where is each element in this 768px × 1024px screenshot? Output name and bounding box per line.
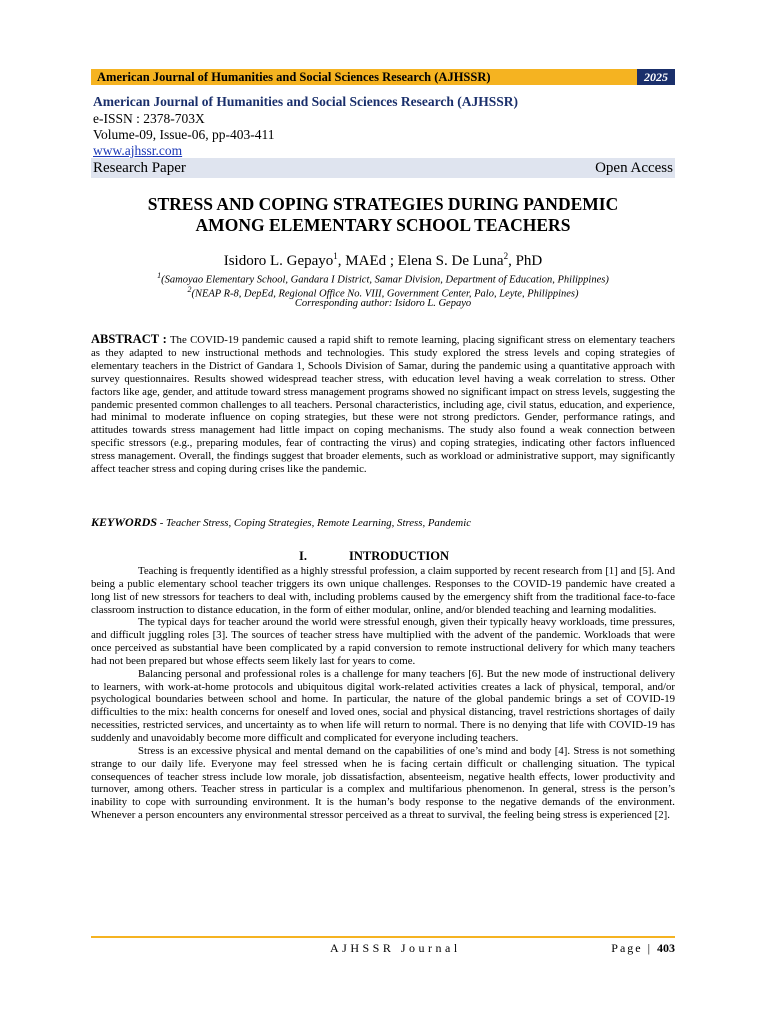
keywords-label: KEYWORDS <box>91 515 158 529</box>
paragraph: Balancing personal and professional roles is a challenge for many teachers [6]. But the new mode of instructional delivery to learners, with work-at-home protocols and ubiquitous digital work-related activities creates a lack of physical, temporal, and/or psychological boundaries between school and home. In particular, the nature of the global pandemic brings a set of COVID-19 difficulties to the mix: health concerns for oneself and loved ones, social and physical distancing, travel restrictions shortages of daily necessities, restricted services, and uncertainty as to when life will return to normal. There is no denying that life with COVID-19 has suddenly and unavoidably become more difficult and complicated for everyone including teachers. <box>91 667 675 744</box>
paragraph: Stress is an excessive physical and mental demand on the capabilities of one’s mind and body [4]. Stress is not something strange to our daily life. Everyone may feel stressed when he is facing certain difficult or challenging situation. The typical consequences of teacher stress include low morale, job dissatisfaction, absenteeism, negative health effects, lower productivity and turnover, among others. Teacher stress in particular is a complex and multifarious phenomenon. In general, stress is the person’s inability to cope with surrounding environment. It is the human’s body response to the negative demands of the environment. Whenever a person encounters any environmental stressor perceived as a threat to survival, the feeling being stress is experienced [2]. <box>91 744 675 822</box>
footer-page-label: Page | <box>611 941 652 955</box>
abstract <box>91 333 675 476</box>
affiliation-2-sup: 2 <box>187 285 192 294</box>
footer-divider <box>91 936 675 938</box>
author-2-sup: 2 <box>503 251 509 261</box>
section-number: I. <box>299 549 307 563</box>
author-1: Isidoro L. Gepayo <box>223 253 334 269</box>
affiliation-2-text: (NEAP R-8, DepEd, Regional Office No. VIII, Government Center, Palo, Leyte, Philippines) <box>191 288 579 300</box>
author-separator: , MAEd ; <box>337 253 398 269</box>
affiliation-1-text: (Samoyao Elementary School, Gandara I District, Samar Division, Department of Education, Philippines) <box>161 274 609 286</box>
header-band-title: American Journal of Humanities and Social Sciences Research (AJHSSR) <box>97 70 491 84</box>
open-access-label: Open Access <box>595 160 673 176</box>
author-line <box>91 247 675 270</box>
paper-title-line-1: STRESS AND COPING STRATEGIES DURING PANDEMIC <box>147 194 619 214</box>
body-text <box>91 565 675 822</box>
paper-type-label: Research Paper <box>93 160 186 176</box>
paper-title <box>91 194 675 236</box>
footer-page-number: 403 <box>657 941 675 955</box>
affiliation-1-sup: 1 <box>157 271 162 280</box>
paragraph: The typical days for teacher around the world were stressful enough, given their typically heavy workloads, time pressures, and difficult juggling roles [3]. The sources of teacher stress have multiplied with the advent of the pandemic. Workloads that were once perceived as substantial have been complicated by a rapid conversion to remote instructional delivery for which many teachers had not been prepared but whose effects seem likely last for years to come. <box>91 616 675 667</box>
journal-issn: e-ISSN : 2378-703X <box>93 111 205 126</box>
journal-name: American Journal of Humanities and Social Sciences Research (AJHSSR) <box>93 94 518 109</box>
section-title: INTRODUCTION <box>349 549 450 563</box>
footer-page <box>611 941 675 955</box>
abstract-label: ABSTRACT : <box>91 332 167 346</box>
header-band-year: 2025 <box>637 69 675 85</box>
paper-title-line-2: AMONG ELEMENTARY SCHOOL TEACHERS <box>195 215 571 235</box>
paper-type-bar <box>91 158 675 178</box>
paragraph: Teaching is frequently identified as a highly stressful profession, a claim supported by recent research from [1] and [5]. And being a public elementary school teacher triggers its own unique challenges. Responses to the COVID-19 pandemic have created a long list of new stressors for teachers to deal with, including problems caused by the emergency shift from the traditional face-to-face classroom instruction to distance education, in the form of either modular, online, and/or blended teaching and learning modalities. <box>91 565 675 616</box>
corresponding-author: Corresponding author: Isidoro L. Gepayo <box>294 298 472 309</box>
author-1-sup: 1 <box>333 251 338 261</box>
journal-website-link[interactable]: www.ajhssr.com <box>93 143 183 158</box>
author-suffix: , PhD <box>508 253 543 269</box>
author-2: Elena S. De Luna <box>397 253 504 269</box>
footer-journal-name: AJHSSR Journal <box>330 941 461 955</box>
header-band <box>91 69 675 85</box>
abstract-text: The COVID-19 pandemic caused a rapid shift to remote learning, placing significant stress on elementary teachers as they adapted to new instructional methods and technologies. This study explored the stress levels and coping strategies of elementary teachers in the District of Gandara 1, Schools Division of Samar, during the pandemic using a quantitative approach with survey questionnaires. Results showed widespread teacher stress, with education level having a weak correlation to stress. Other factors like age, gender, and attitude toward stress management programs showed no significant impact on stress levels, suggesting the pandemic presented common challenges to all teachers. Personal characteristics, including age, civil status, education, and experience, had minimal to moderate influence on coping strategies, but these were not strong predictors. Gender, performance ratings, and attitudes towards stress management had little impact on coping mechanisms. The study also found a weak connection between specific stressors (e.g., preparing modules, fear of contracting the virus) and coping strategies, indicating other factors influenced stress management. Overall, the findings suggest that broader elements, such as workload or administrative support, may significantly affect teacher stress and coping during crises like the pandemic. <box>91 334 675 476</box>
journal-volume: Volume-09, Issue-06, pp-403-411 <box>93 127 275 142</box>
keywords <box>91 516 675 530</box>
keywords-text: - Teacher Stress, Coping Strategies, Remote Learning, Stress, Pandemic <box>157 517 472 529</box>
